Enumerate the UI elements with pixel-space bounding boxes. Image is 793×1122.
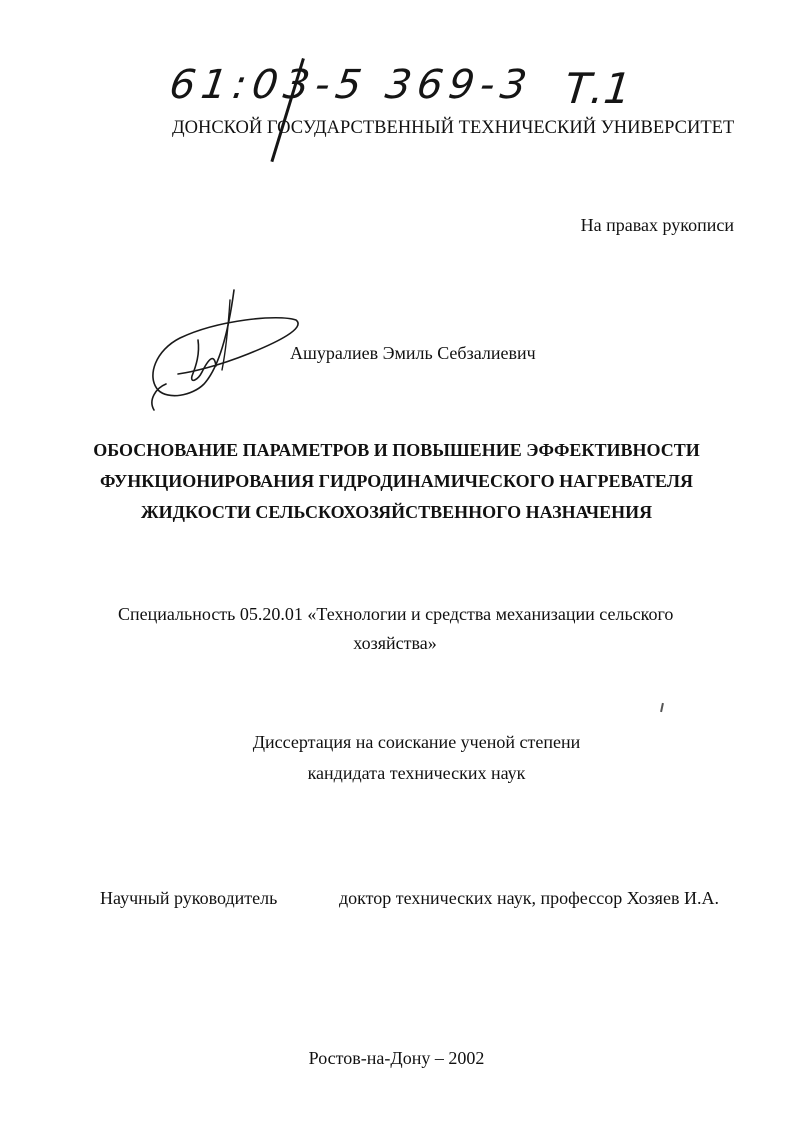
title-line: ЖИДКОСТИ СЕЛЬСКОХОЗЯЙСТВЕННОГО НАЗНАЧЕНИЯ xyxy=(140,502,653,522)
city-year: Ростов-на-Дону – 2002 xyxy=(308,1048,485,1068)
degree-line: Диссертация на соискание ученой степени xyxy=(252,732,581,752)
specialty-block xyxy=(60,600,750,658)
volume-mark-handwritten: Т.1 xyxy=(562,64,634,113)
title-line: ОБОСНОВАНИЕ ПАРАМЕТРОВ И ПОВЫШЕНИЕ ЭФФЕКТИВНОСТИ xyxy=(93,440,700,460)
scan-speck xyxy=(660,703,664,712)
degree-line: кандидата технических наук xyxy=(307,763,526,783)
specialty-line: хозяйства» xyxy=(353,633,437,653)
dissertation-title xyxy=(60,435,733,528)
title-line: ФУНКЦИОНИРОВАНИЯ ГИДРОДИНАМИЧЕСКОГО НАГРЕВАТЕЛЯ xyxy=(99,471,694,491)
supervisor-name: доктор технических наук, профессор Хозяев И.А. xyxy=(339,888,719,908)
archive-code-handwritten: 61:03-5 369-3 xyxy=(166,62,536,108)
author-name: Ашуралиев Эмиль Себзалиевич xyxy=(290,343,536,363)
degree-statement xyxy=(60,727,773,789)
supervisor-label: Научный руководитель xyxy=(100,888,278,908)
university-name: ДОНСКОЙ ГОСУДАРСТВЕННЫЙ ТЕХНИЧЕСКИЙ УНИВЕРСИТЕТ xyxy=(172,118,735,138)
specialty-line: Специальность 05.20.01 «Технологии и средства механизации сельского xyxy=(118,604,674,624)
author-signature xyxy=(138,280,303,428)
manuscript-rights-note: На правах рукописи xyxy=(580,215,734,235)
